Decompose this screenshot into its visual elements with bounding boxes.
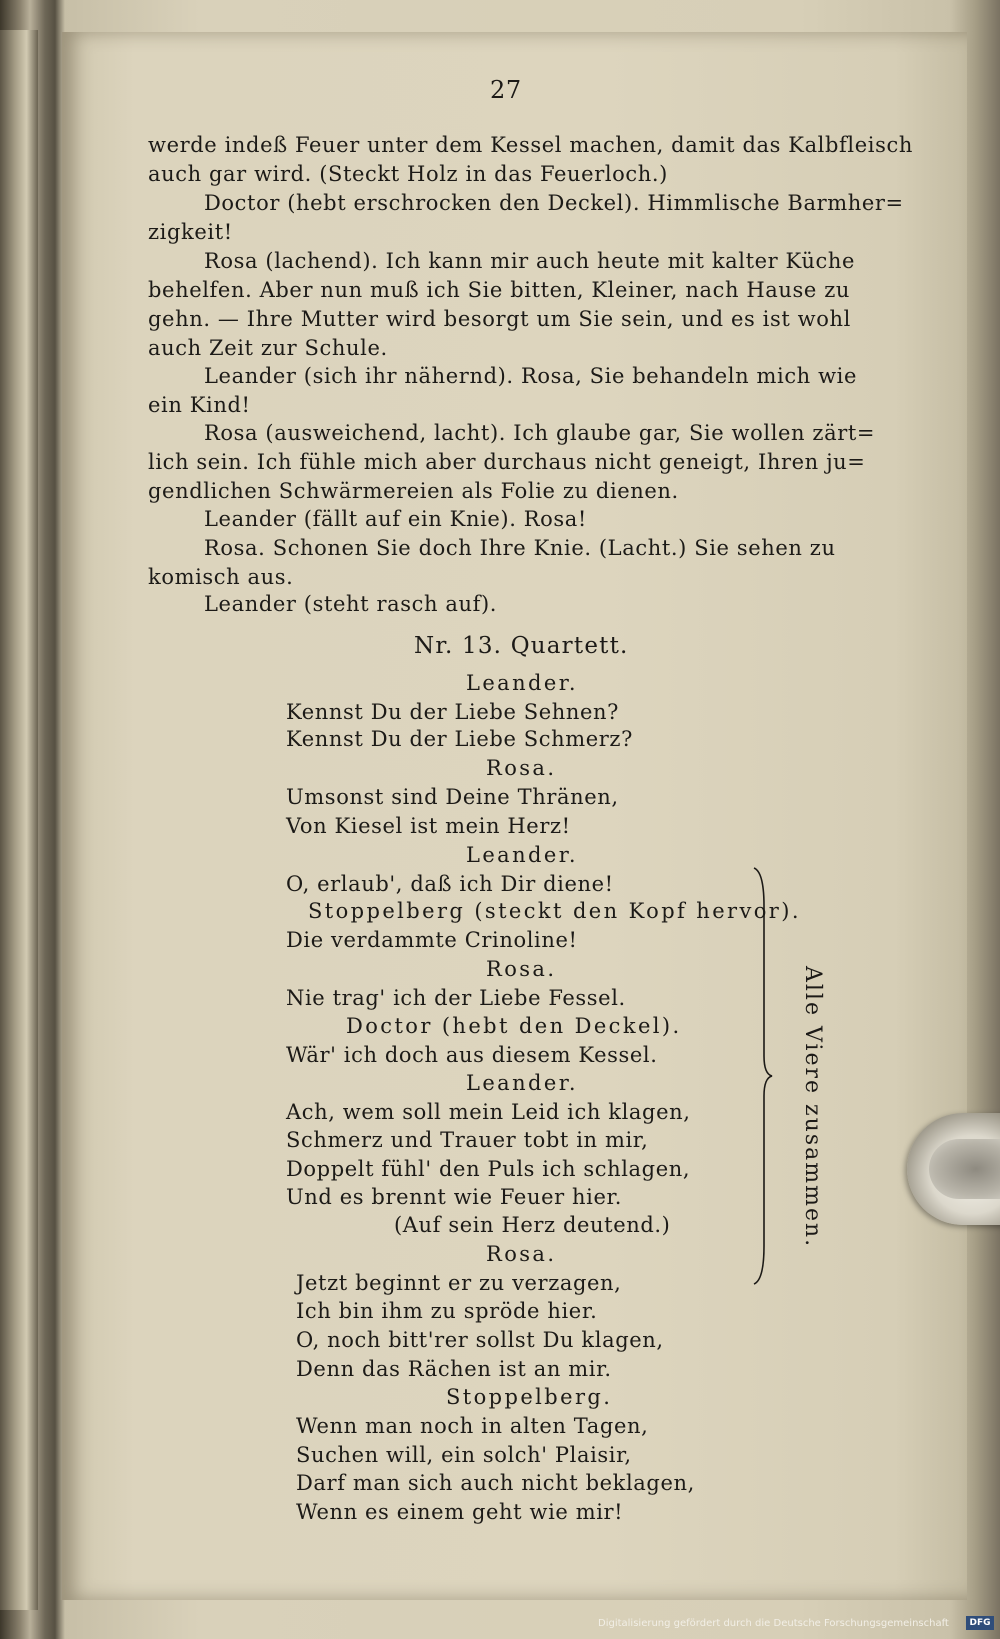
- dfg-logo: DFG: [966, 1616, 994, 1630]
- text-line: komisch aus.: [148, 565, 294, 589]
- text-line: Kennst Du der Liebe Schmerz?: [286, 727, 633, 751]
- text-line: Kennst Du der Liebe Sehnen?: [286, 700, 620, 724]
- text-line: Jetzt beginnt er zu verzagen,: [296, 1271, 622, 1295]
- text-line: Doctor (hebt den Deckel).: [346, 1014, 682, 1038]
- text-line: Stoppelberg.: [446, 1385, 613, 1409]
- footer-credit: Digitalisierung gefördert durch die Deutsche Forschungsgemeinschaft: [598, 1618, 949, 1629]
- text-line: behelfen. Aber nun muß ich Sie bitten, Kleiner, nach Hause zu: [148, 278, 850, 302]
- text-line: O, erlaub', daß ich Dir diene!: [286, 872, 614, 896]
- text-line: Wenn man noch in alten Tagen,: [296, 1414, 649, 1438]
- text-line: Darf man sich auch nicht beklagen,: [296, 1471, 695, 1495]
- text-line: Rosa.: [486, 1242, 557, 1266]
- text-line: Leander.: [466, 1071, 578, 1095]
- previous-page-edge: [0, 30, 38, 1610]
- text-line: O, noch bitt'rer sollst Du klagen,: [296, 1328, 664, 1352]
- text-line: Stoppelberg (steckt den Kopf hervor).: [308, 899, 801, 923]
- text-line: lich sein. Ich fühle mich aber durchaus nicht geneigt, Ihren ju=: [148, 450, 866, 474]
- page-clip-inner: [929, 1139, 1000, 1199]
- text-line: Suchen will, ein solch' Plaisir,: [296, 1443, 632, 1467]
- page-number: 27: [490, 76, 522, 104]
- text-line: Umsonst sind Deine Thränen,: [286, 785, 619, 809]
- text-line: Doctor (hebt erschrocken den Deckel). Himmlische Barmher=: [204, 191, 904, 215]
- text-line: Wär' ich doch aus diesem Kessel.: [286, 1043, 658, 1067]
- text-line: Von Kiesel ist mein Herz!: [286, 814, 571, 838]
- text-line: Ach, wem soll mein Leid ich klagen,: [286, 1100, 691, 1124]
- brace-bracket: [752, 866, 774, 1286]
- text-line: werde indeß Feuer unter dem Kessel machen, damit das Kalbfleisch: [148, 133, 913, 157]
- text-line: Rosa (lachend). Ich kann mir auch heute mit kalter Küche: [204, 249, 856, 273]
- text-line: Rosa. Schonen Sie doch Ihre Knie. (Lacht.) Sie sehen zu: [204, 536, 836, 560]
- text-line: zigkeit!: [148, 220, 233, 244]
- text-line: Nr. 13. Quartett.: [414, 633, 629, 659]
- text-line: Leander.: [466, 671, 578, 695]
- text-line: Wenn es einem geht wie mir!: [296, 1500, 624, 1524]
- text-line: Schmerz und Trauer tobt in mir,: [286, 1128, 649, 1152]
- text-line: Rosa.: [486, 756, 557, 780]
- text-line: Leander (sich ihr nähernd). Rosa, Sie behandeln mich wie: [204, 364, 857, 388]
- text-line: Ich bin ihm zu spröde hier.: [296, 1299, 598, 1323]
- side-note-all-four-together: Alle Viere zusammen.: [800, 966, 825, 1249]
- text-line: Leander (fällt auf ein Knie). Rosa!: [204, 507, 587, 531]
- text-line: Und es brennt wie Feuer hier.: [286, 1185, 623, 1209]
- text-line: gehn. — Ihre Mutter wird besorgt um Sie sein, und es ist wohl: [148, 307, 851, 331]
- text-line: Rosa (ausweichend, lacht). Ich glaube gar, Sie wollen zärt=: [204, 421, 876, 445]
- text-line: gendlichen Schwärmereien als Folie zu dienen.: [148, 479, 679, 503]
- text-line: Denn das Rächen ist an mir.: [296, 1357, 612, 1381]
- text-line: Die verdammte Crinoline!: [286, 928, 578, 952]
- text-line: ein Kind!: [148, 393, 251, 417]
- text-line: Nie trag' ich der Liebe Fessel.: [286, 986, 626, 1010]
- text-line: auch gar wird. (Steckt Holz in das Feuerloch.): [148, 162, 668, 186]
- text-line: auch Zeit zur Schule.: [148, 336, 388, 360]
- text-line: Rosa.: [486, 957, 557, 981]
- text-line: (Auf sein Herz deutend.): [394, 1213, 671, 1237]
- text-line: Doppelt fühl' den Puls ich schlagen,: [286, 1157, 691, 1181]
- text-line: Leander (steht rasch auf).: [204, 592, 498, 616]
- text-line: Leander.: [466, 843, 578, 867]
